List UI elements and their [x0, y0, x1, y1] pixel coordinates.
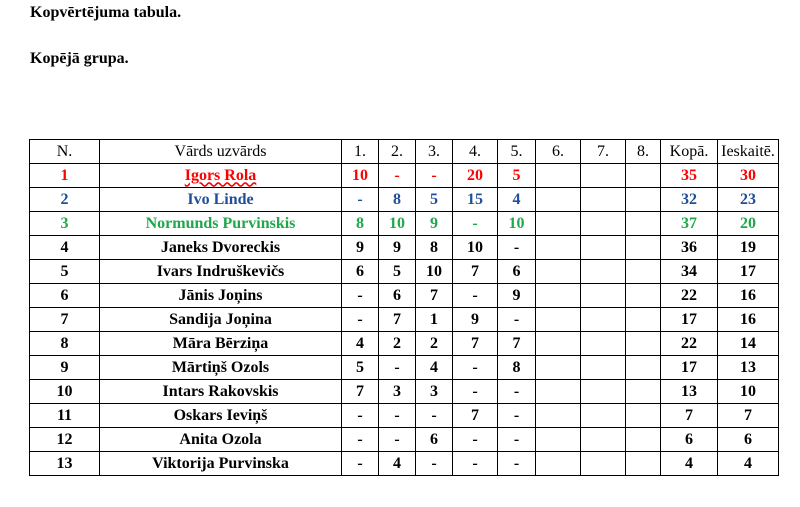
score-cell — [581, 380, 626, 404]
counted-cell: 17 — [718, 260, 779, 284]
counted-cell: 23 — [718, 188, 779, 212]
score-cell — [536, 356, 581, 380]
participant-name: Anita Ozola — [179, 430, 262, 448]
score-cell — [581, 164, 626, 188]
score-cell: - — [498, 404, 536, 428]
score-cell — [536, 188, 581, 212]
total-cell: 22 — [661, 284, 718, 308]
counted-cell: 7 — [718, 404, 779, 428]
column-header: Ieskaitē. — [718, 140, 779, 164]
score-cell — [581, 212, 626, 236]
total-cell: 17 — [661, 356, 718, 380]
table-row — [30, 428, 779, 452]
score-cell: - — [379, 404, 416, 428]
score-cell — [536, 428, 581, 452]
score-cell: 7 — [498, 332, 536, 356]
score-cell — [581, 260, 626, 284]
name-cell — [100, 380, 342, 404]
name-cell — [100, 332, 342, 356]
table-row — [30, 356, 779, 380]
score-cell: - — [342, 284, 379, 308]
participant-name: Oskars Ieviņš — [173, 406, 268, 424]
score-cell: - — [342, 428, 379, 452]
score-cell: 9 — [453, 308, 498, 332]
total-cell: 32 — [661, 188, 718, 212]
score-cell — [536, 332, 581, 356]
rank-cell: 2 — [30, 188, 100, 212]
score-cell: - — [379, 428, 416, 452]
score-cell: 10 — [453, 236, 498, 260]
total-cell: 34 — [661, 260, 718, 284]
table-row — [30, 404, 779, 428]
score-cell — [581, 236, 626, 260]
score-cell: - — [498, 452, 536, 476]
score-cell: 3 — [379, 380, 416, 404]
name-cell — [100, 452, 342, 476]
rank-cell: 7 — [30, 308, 100, 332]
counted-cell: 30 — [718, 164, 779, 188]
score-cell: - — [453, 452, 498, 476]
column-header: 6. — [536, 140, 581, 164]
table-row — [30, 332, 779, 356]
score-cell — [581, 308, 626, 332]
score-cell: 1 — [416, 308, 453, 332]
total-cell: 22 — [661, 332, 718, 356]
score-cell — [626, 356, 661, 380]
score-cell: 2 — [379, 332, 416, 356]
score-cell — [581, 284, 626, 308]
score-cell: - — [498, 236, 536, 260]
score-cell — [581, 356, 626, 380]
score-cell: 8 — [416, 236, 453, 260]
column-header: Kopā. — [661, 140, 718, 164]
counted-cell: 10 — [718, 380, 779, 404]
score-cell: - — [342, 188, 379, 212]
table-header-row — [30, 140, 779, 164]
score-cell: - — [453, 356, 498, 380]
score-cell — [536, 380, 581, 404]
rank-cell: 13 — [30, 452, 100, 476]
participant-name: Ivo Linde — [187, 190, 254, 208]
score-cell: 5 — [498, 164, 536, 188]
score-cell: 4 — [416, 356, 453, 380]
rank-cell: 6 — [30, 284, 100, 308]
rank-cell: 5 — [30, 260, 100, 284]
table-row — [30, 212, 779, 236]
score-cell — [536, 236, 581, 260]
score-cell: 7 — [379, 308, 416, 332]
score-cell — [626, 428, 661, 452]
name-cell — [100, 236, 342, 260]
table-row — [30, 188, 779, 212]
score-cell: 8 — [379, 188, 416, 212]
score-cell: 9 — [379, 236, 416, 260]
counted-cell: 4 — [718, 452, 779, 476]
score-cell — [626, 308, 661, 332]
column-header: 5. — [498, 140, 536, 164]
score-cell — [626, 284, 661, 308]
score-cell: 5 — [342, 356, 379, 380]
counted-cell: 20 — [718, 212, 779, 236]
score-cell — [536, 260, 581, 284]
score-cell — [536, 404, 581, 428]
score-cell — [581, 452, 626, 476]
table-row — [30, 308, 779, 332]
column-header: 8. — [626, 140, 661, 164]
document-subtitle: Kopējā grupa. — [30, 50, 129, 67]
score-cell: 3 — [416, 380, 453, 404]
score-cell: - — [379, 356, 416, 380]
score-cell: 10 — [416, 260, 453, 284]
rank-cell: 11 — [30, 404, 100, 428]
score-cell — [536, 212, 581, 236]
score-cell: 6 — [498, 260, 536, 284]
score-cell: 5 — [379, 260, 416, 284]
total-cell: 37 — [661, 212, 718, 236]
document-title: Kopvērtējuma tabula. — [30, 4, 182, 21]
score-cell — [626, 164, 661, 188]
column-header: 1. — [342, 140, 379, 164]
score-cell: - — [498, 308, 536, 332]
participant-name: Māra Bērziņa — [172, 334, 269, 352]
table-row — [30, 284, 779, 308]
score-cell: 15 — [453, 188, 498, 212]
table-row — [30, 164, 779, 188]
score-cell — [626, 380, 661, 404]
rank-cell: 4 — [30, 236, 100, 260]
score-cell — [626, 332, 661, 356]
score-cell: - — [342, 452, 379, 476]
table-row — [30, 452, 779, 476]
score-cell: - — [453, 380, 498, 404]
score-cell: 4 — [342, 332, 379, 356]
score-cell: 6 — [416, 428, 453, 452]
participant-name: Jānis Joņins — [178, 286, 263, 304]
counted-cell: 14 — [718, 332, 779, 356]
score-cell — [626, 236, 661, 260]
score-cell: - — [498, 428, 536, 452]
name-cell — [100, 260, 342, 284]
participant-name: Mārtiņš Ozols — [171, 358, 270, 376]
score-cell — [536, 164, 581, 188]
participant-name: Intars Rakovskis — [162, 382, 279, 400]
score-cell: - — [453, 212, 498, 236]
score-cell: - — [498, 380, 536, 404]
participant-name: Viktorija Purvinska — [152, 454, 289, 472]
name-cell — [100, 188, 342, 212]
name-cell — [100, 356, 342, 380]
participant-name: Normunds Purvinskis — [145, 214, 296, 232]
score-cell: - — [453, 284, 498, 308]
standings-table — [29, 139, 779, 476]
score-cell: 4 — [498, 188, 536, 212]
total-cell: 7 — [661, 404, 718, 428]
score-cell: - — [379, 164, 416, 188]
participant-name: Igors Rola — [184, 166, 257, 184]
score-cell: - — [416, 404, 453, 428]
participant-name: Ivars Indruškevičs — [156, 262, 285, 280]
score-cell: 7 — [342, 380, 379, 404]
score-cell — [536, 308, 581, 332]
score-cell: 10 — [498, 212, 536, 236]
rank-cell: 3 — [30, 212, 100, 236]
score-cell — [626, 404, 661, 428]
counted-cell: 19 — [718, 236, 779, 260]
rank-cell: 9 — [30, 356, 100, 380]
counted-cell: 13 — [718, 356, 779, 380]
score-cell: 8 — [498, 356, 536, 380]
name-cell — [100, 308, 342, 332]
score-cell: 7 — [453, 260, 498, 284]
score-cell: 6 — [379, 284, 416, 308]
score-cell — [581, 404, 626, 428]
score-cell: 20 — [453, 164, 498, 188]
score-cell — [626, 260, 661, 284]
column-header: 2. — [379, 140, 416, 164]
total-cell: 36 — [661, 236, 718, 260]
counted-cell: 16 — [718, 308, 779, 332]
score-cell: 2 — [416, 332, 453, 356]
score-cell: - — [416, 452, 453, 476]
score-cell: 7 — [453, 332, 498, 356]
column-header: 7. — [581, 140, 626, 164]
name-cell — [100, 428, 342, 452]
rank-cell: 10 — [30, 380, 100, 404]
score-cell: 7 — [416, 284, 453, 308]
column-header: 3. — [416, 140, 453, 164]
score-cell — [581, 188, 626, 212]
score-cell: - — [342, 308, 379, 332]
score-cell — [626, 188, 661, 212]
name-cell — [100, 284, 342, 308]
rank-cell: 12 — [30, 428, 100, 452]
score-cell — [536, 284, 581, 308]
participant-name: Sandija Joņina — [169, 310, 272, 328]
table-body — [30, 164, 779, 476]
rank-cell: 1 — [30, 164, 100, 188]
score-cell: 6 — [342, 260, 379, 284]
score-cell — [581, 332, 626, 356]
rank-cell: 8 — [30, 332, 100, 356]
total-cell: 17 — [661, 308, 718, 332]
counted-cell: 6 — [718, 428, 779, 452]
score-cell: 10 — [379, 212, 416, 236]
score-cell: 5 — [416, 188, 453, 212]
score-cell: 8 — [342, 212, 379, 236]
column-header: N. — [30, 140, 100, 164]
total-cell: 4 — [661, 452, 718, 476]
name-cell — [100, 164, 342, 188]
score-cell — [536, 452, 581, 476]
score-cell: 7 — [453, 404, 498, 428]
column-header: Vārds uzvārds — [100, 140, 342, 164]
score-cell: 9 — [342, 236, 379, 260]
table-row — [30, 380, 779, 404]
total-cell: 6 — [661, 428, 718, 452]
score-cell: - — [416, 164, 453, 188]
table-row — [30, 236, 779, 260]
score-cell — [626, 212, 661, 236]
score-cell: 10 — [342, 164, 379, 188]
score-cell: - — [342, 404, 379, 428]
score-cell: 9 — [498, 284, 536, 308]
score-cell: 4 — [379, 452, 416, 476]
participant-name: Janeks Dvoreckis — [160, 238, 281, 256]
score-cell: - — [453, 428, 498, 452]
score-cell — [626, 452, 661, 476]
total-cell: 13 — [661, 380, 718, 404]
total-cell: 35 — [661, 164, 718, 188]
name-cell — [100, 212, 342, 236]
name-cell — [100, 404, 342, 428]
score-cell — [581, 428, 626, 452]
score-cell: 9 — [416, 212, 453, 236]
counted-cell: 16 — [718, 284, 779, 308]
table-row — [30, 260, 779, 284]
column-header: 4. — [453, 140, 498, 164]
